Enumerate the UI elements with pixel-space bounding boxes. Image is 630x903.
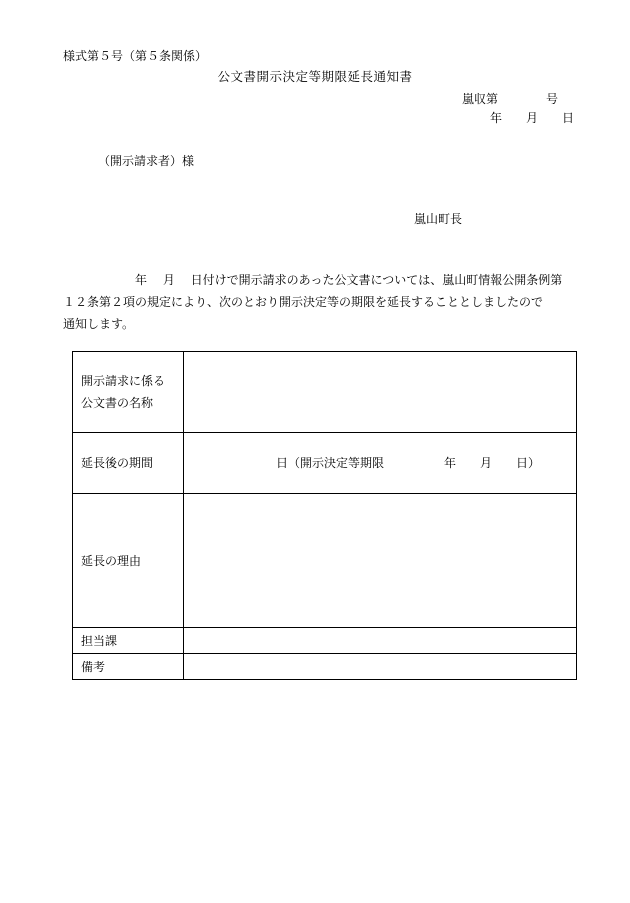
sender: 嵐山町長 (414, 212, 463, 226)
document-date-line: 年 月 日 (490, 111, 575, 125)
form-number-label: 様式第５号（第５条関係） (63, 49, 208, 63)
remarks-label: 備考 (73, 654, 184, 680)
department-label: 担当課 (73, 628, 184, 654)
table-row (73, 352, 577, 433)
document-name-value (184, 352, 577, 433)
body-line-2: １２条第２項の規定により、次のとおり開示決定等の期限を延長することとしましたので (63, 295, 544, 309)
table-row (73, 654, 577, 680)
document-name-label-line-1: 開示請求に係る (81, 374, 166, 388)
document-name-label (73, 352, 184, 433)
extension-reason-label: 延長の理由 (73, 494, 184, 628)
body-line-1: 年 月 日付けで開示請求のあった公文書については、嵐山町情報公開条例第 (63, 273, 563, 287)
extended-period-value: 日（開示決定等期限 年 月 日） (184, 433, 577, 494)
document-title: 公文書開示決定等期限延長通知書 (217, 69, 413, 84)
addressee: （開示請求者）様 (98, 154, 195, 168)
extended-period-label: 延長後の期間 (73, 433, 184, 494)
department-value (184, 628, 577, 654)
table-row (73, 628, 577, 654)
body-paragraph (63, 269, 583, 335)
table-row (73, 494, 577, 628)
document-number-line: 嵐収第 号 (462, 92, 559, 106)
notice-table (72, 351, 577, 680)
document-name-label-line-2: 公文書の名称 (81, 396, 154, 410)
table-row (73, 433, 577, 494)
body-line-3: 通知します。 (63, 317, 135, 331)
extension-reason-value (184, 494, 577, 628)
remarks-value (184, 654, 577, 680)
